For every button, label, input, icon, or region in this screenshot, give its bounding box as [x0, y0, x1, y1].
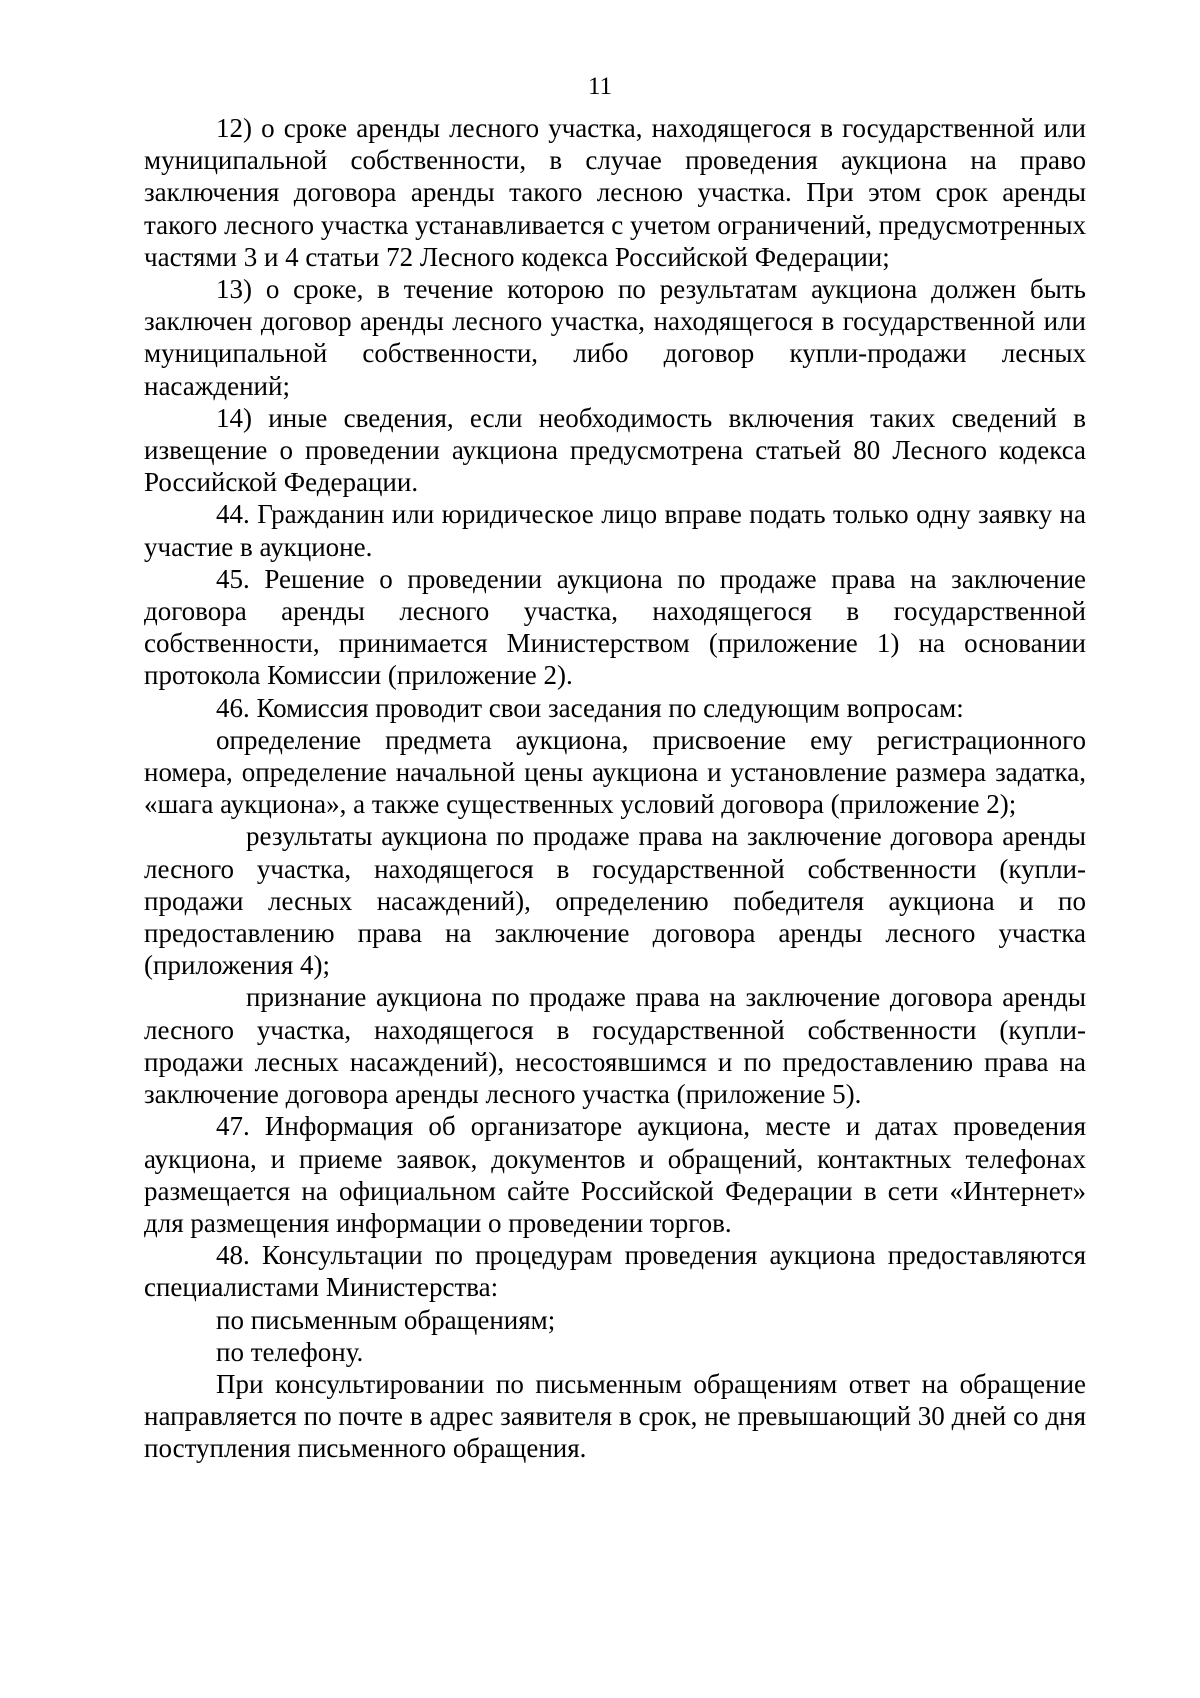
- paragraph: 13) о сроке, в течение которою по результатам аукциона должен быть заключен договор аренды лесного участка, находящегося в государственной или муниципальной собственности, либо договор купли-продажи лесных насаждений;: [144, 274, 1086, 401]
- paragraph: 45. Решение о проведении аукциона по продаже права на заключение договора аренды лесного участка, находящегося в государственной собственности, принимается Министерством (приложение 1) на основании протокола Комиссии (приложение 2).: [144, 563, 1086, 691]
- paragraph: 44. Гражданин или юридическое лицо вправе подать только одну заявку на участие в аукционе.: [144, 499, 1086, 562]
- paragraph: При консультировании по письменным обращениям ответ на обращение направляется по почте в адрес заявителя в срок, не превышающий 30 дней со дня поступления письменного обращения.: [144, 1368, 1086, 1464]
- paragraph: 47. Информация об организаторе аукциона, месте и датах проведения аукциона, и приеме заявок, документов и обращений, контактных телефонах размещается на официальном сайте Российской Федерации в сети «Интернет» для размещения информации о проведении торгов.: [144, 1111, 1086, 1238]
- paragraph: 46. Комиссия проводит свои заседания по следующим вопросам:: [216, 692, 964, 723]
- paragraph: 14) иные сведения, если необходимость включения таких сведений в извещение о проведении аукциона предусмотрена статьей 80 Лесного кодекса Российской Федерации.: [144, 402, 1086, 498]
- paragraph: определение предмета аукциона, присвоение ему регистрационного номера, определение начальной цены аукциона и установление размера задатка, «шага аукциона», а также существенных условий договора (приложение 2);: [144, 724, 1086, 820]
- paragraph: по телефону.: [216, 1336, 364, 1367]
- paragraph: признание аукциона по продаже права на заключение договора аренды лесного участка, находящегося в государственной собственности (купли-продажи лесных насаждений), несостоявшимся и по предоставлению права на заключение договора аренды лесного участка (приложение 5).: [144, 982, 1086, 1110]
- paragraph: по письменным обращениям;: [216, 1304, 556, 1335]
- document-body: [144, 112, 1086, 1465]
- page-number: 11: [587, 73, 613, 100]
- paragraph: результаты аукциона по продаже права на заключение договора аренды лесного участка, находящегося в государственной собственности (купли-продажи лесных насаждений), определению победителя аукциона и по предоставлению права на заключение договора аренды лесного участка (приложения 4);: [144, 821, 1086, 981]
- paragraph: 12) о сроке аренды лесного участка, находящегося в государственной или муниципальной собственности, в случае проведения аукциона на право заключения договора аренды такого лесною участка. При этом срок аренды такого лесного участка устанавливается с учетом ограничений, предусмотренных частями 3 и 4 статьи 72 Лесного кодекса Российской Федерации;: [144, 113, 1086, 272]
- paragraph: 48. Консультации по процедурам проведения аукциона предоставляются специалистами Министерства:: [144, 1240, 1086, 1303]
